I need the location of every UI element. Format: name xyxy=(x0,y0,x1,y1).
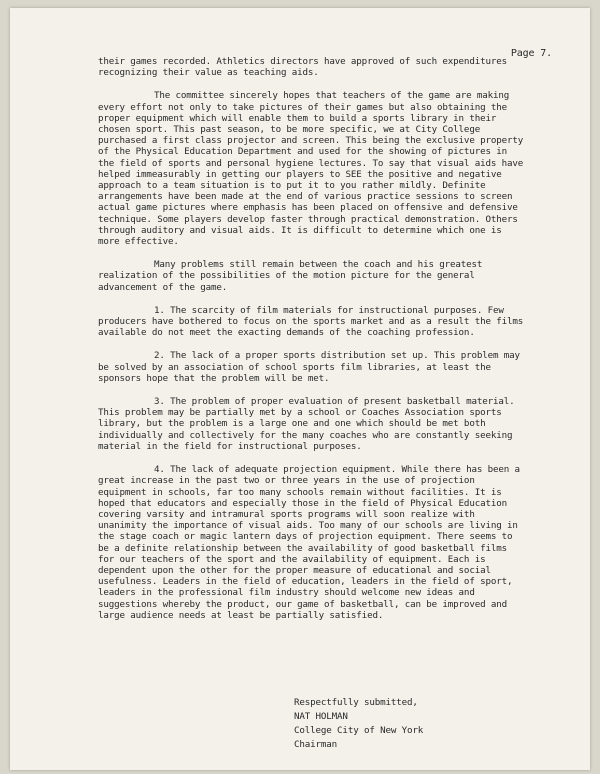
paragraph-problem-1: 1. The scarcity of film materials for instructional purposes. Few producers have bothered to focus on the sports market and as a result the films available do not meet the exacting demands of the coaching profession. xyxy=(98,304,524,339)
signature-closing: Respectfully submitted, xyxy=(294,697,418,708)
paragraph-problems-intro: Many problems still remain between the coach and his greatest realization of the possibilities of the motion picture for the general advancement of the game. xyxy=(98,259,483,293)
paragraph-problem-2: 2. The lack of a proper sports distribution set up. This problem may be solved by an association of school sports film libraries, at least the sponsors hope that the problem will be met. xyxy=(98,350,520,384)
document-page xyxy=(10,8,590,770)
paragraph-continuation: their games recorded. Athletics directors have approved of such expenditures recognizing their value as teaching aids. xyxy=(98,56,507,79)
signature-title: Chairman xyxy=(294,739,338,750)
signature-block xyxy=(294,696,423,752)
paragraph-problem-3: 3. The problem of proper evaluation of present basketball material. This problem may be partially met by a school or Coaches Association sports library, but the problem is a large one and one which should be met both individually and collectively for the many coaches who are constantly seeking material in the field for instructional purposes. xyxy=(98,396,515,452)
document-body xyxy=(98,56,528,633)
signature-name: NAT HOLMAN xyxy=(294,711,348,722)
signature-institution: College City of New York xyxy=(294,725,424,736)
paragraph-problem-4: 4. The lack of adequate projection equipment. While there has been a great increase in the past two or three years in the use of projection equipment in schools, far too many schools remain without facilities. It is hoped that educators and especially those in the field of Physical Education covering varsity and intramural sports programs will soon realize with unanimity the importance of visual aids. Too many of our schools are living in the stage coach or magic lantern days of projection equipment. There seems to be a definite relationship between the availability of good basketball films for our teachers of the sport and the availability of equipment. Each is dependent upon the other for the proper measure of educational and social usefulness. Leaders in the field of education, leaders in the field of sport, leaders in the professional film industry should welcome new ideas and suggestions whereby the product, our game of basketball, can be improved and large audience needs at least be partially satisfied. xyxy=(98,464,520,621)
paragraph-committee: The committee sincerely hopes that teachers of the game are making every effort not only to take pictures of their games but also obtaining the proper equipment which will enable them to build a sports library in their chosen sport. This past season, to be more specific, we at City College purchased a first class projector and screen. This being the exclusive property of the Physical Education Department and used for the showing of pictures in the field of sports and personal hygiene lectures. To say that visual aids have helped immeasurably in getting our players to SEE the positive and negative approach to a team situation is to put it to you rather mildly. Definite arrangements have been made at the end of various practice sessions to screen actual game pictures where emphasis has been placed on offensive and defensive technique. Some players develop faster through practical demonstration. Others through auditory and visual aids. It is difficult to determine which one is more effective. xyxy=(98,90,524,248)
page-number: Page 7. xyxy=(510,48,552,59)
